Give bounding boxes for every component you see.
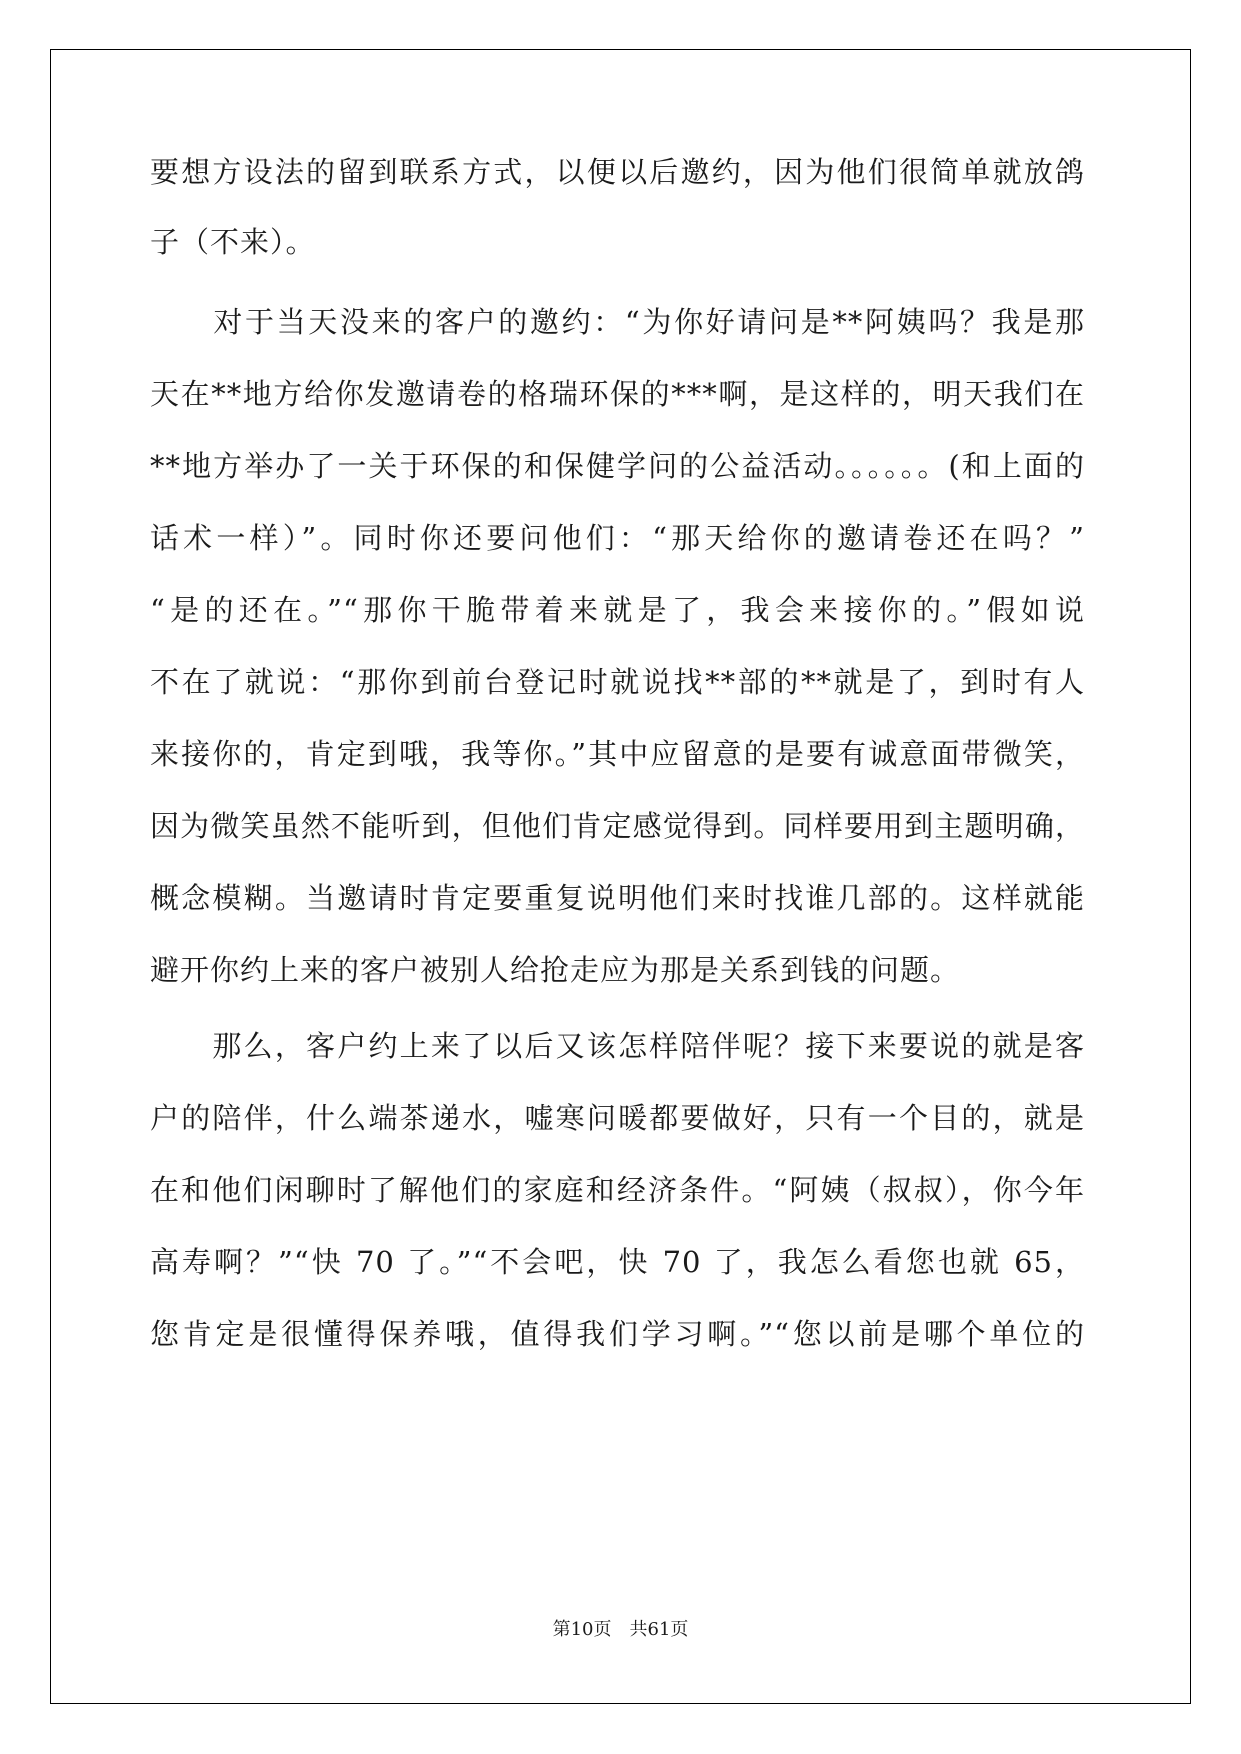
paragraph-line: 来接你的，肯定到哦，我等你。”其中应留意的是要有诚意面带微笑， (150, 737, 1085, 771)
page-number-footer: 第10页 共61页 (552, 1619, 689, 1640)
paragraph-line: 子（不来）。 (150, 225, 316, 259)
page-border (50, 49, 1191, 1704)
paragraph-line: 天在**地方给你发邀请卷的格瑞环保的***啊，是这样的，明天我们在 (150, 377, 1085, 411)
paragraph-line: **地方举办了一关于环保的和保健学问的公益活动。。。。。。(和上面的 (150, 449, 1085, 483)
paragraph-line: “是的还在。”“那你干脆带着来就是了，我会来接你的。”假如说 (150, 593, 1085, 627)
paragraph-line: 概念模糊。当邀请时肯定要重复说明他们来时找谁几部的。这样就能 (150, 881, 1085, 915)
paragraph-line: 在和他们闲聊时了解他们的家庭和经济条件。“阿姨（叔叔），你今年 (150, 1173, 1085, 1207)
paragraph-line: 话术一样）”。同时你还要问他们：“那天给你的邀请卷还在吗？” (150, 521, 1085, 555)
paragraph-line: 因为微笑虽然不能听到，但他们肯定感觉得到。同样要用到主题明确， (150, 809, 1085, 843)
paragraph-line: 那么，客户约上来了以后又该怎样陪伴呢？接下来要说的就是客 (150, 1029, 1085, 1063)
paragraph-line: 户的陪伴，什么端茶递水，嘘寒问暖都要做好，只有一个目的，就是 (150, 1101, 1085, 1135)
paragraph-line: 避开你约上来的客户被别人给抢走应为那是关系到钱的问题。 (150, 953, 961, 987)
paragraph-line: 不在了就说：“那你到前台登记时就说找**部的**就是了，到时有人 (150, 665, 1085, 699)
paragraph-line: 高寿啊？”“快 70 了。”“不会吧，快 70 了，我怎么看您也就 65， (150, 1245, 1085, 1279)
paragraph-line: 对于当天没来的客户的邀约：“为你好请问是**阿姨吗？我是那 (150, 305, 1085, 339)
paragraph-line: 您肯定是很懂得保养哦，值得我们学习啊。”“您以前是哪个单位的 (150, 1317, 1085, 1351)
paragraph-line: 要想方设法的留到联系方式，以便以后邀约，因为他们很简单就放鸽 (150, 155, 1085, 189)
